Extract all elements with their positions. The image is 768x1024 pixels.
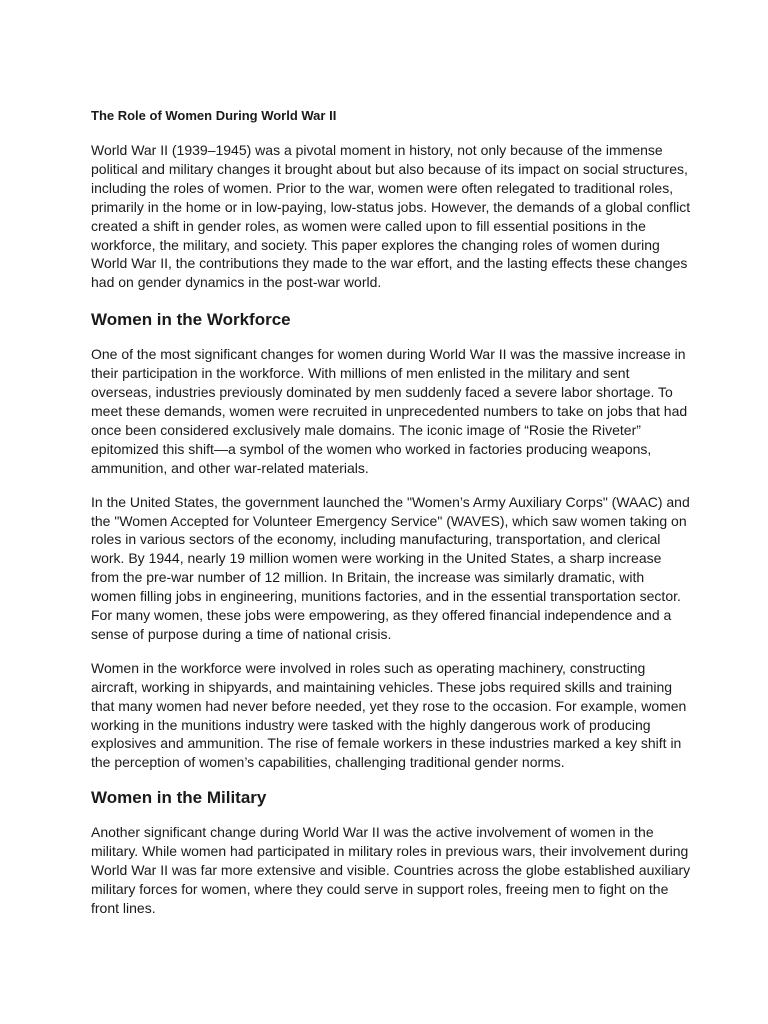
document-title: The Role of Women During World War II [91,108,337,123]
workforce-paragraph-2: In the United States, the government launched the "Women’s Army Auxiliary Corps" (WAAC) and the "Women Accepted for Volunteer Emergency Service" (WAVES), which saw women taking on roles in various sectors of the economy, including manufacturing, transportation, and clerical work. By 1944, nearly 19 million women were working in the United States, a sharp increase from the pre-war number of 12 million. In Britain, the increase was similarly dramatic, with women filling jobs in engineering, munitions factories, and in the essential transportation sector. For many women, these jobs were empowering, as they offered financial independence and a sense of purpose during a time of national crisis. [91,493,690,642]
workforce-paragraph-3: Women in the workforce were involved in roles such as operating machinery, constructing aircraft, working in shipyards, and maintaining vehicles. These jobs required skills and training that many women had never before needed, yet they rose to the occasion. For example, women working in the munitions industry were tasked with the highly dangerous work of producing explosives and ammunition. The rise of female workers in these industries marked a key shift in the perception of women’s capabilities, challenging traditional gender norms. [91,659,687,771]
workforce-paragraph-1: One of the most significant changes for women during World War II was the massive increase in their participation in the workforce. With millions of men enlisted in the military and sent overseas, industries previously dominated by men suddenly faced a severe labor shortage. To meet these demands, women were recruited in unprecedented numbers to take on jobs that had once been considered exclusively male domains. The iconic image of “Rosie the Riveter” epitomized this shift—a symbol of the women who worked in factories producing weapons, ammunition, and other war-related materials. [91,346,688,476]
document-page [91,107,691,933]
section-heading-workforce: Women in the Workforce [91,310,291,330]
intro-paragraph: World War II (1939–1945) was a pivotal moment in history, not only because of the immense political and military changes it brought about but also because of its impact on social structures, including the roles of women. Prior to the war, women were often relegated to traditional roles, primarily in the home or in low-paying, low-status jobs. However, the demands of a global conflict created a shift in gender roles, as women were called upon to fill essential positions in the workforce, the military, and society. This paper explores the changing roles of women during World War II, the contributions they made to the war effort, and the lasting effects these changes had on gender dynamics in the post-war world. [91,142,691,291]
military-paragraph-1: Another significant change during World War II was the active involvement of women in the military. While women had participated in military roles in previous wars, their involvement during World War II was far more extensive and visible. Countries across the globe established auxiliary military forces for women, where they could serve in support roles, freeing men to fight on the front lines. [91,824,691,916]
section-heading-military: Women in the Military [91,788,267,808]
